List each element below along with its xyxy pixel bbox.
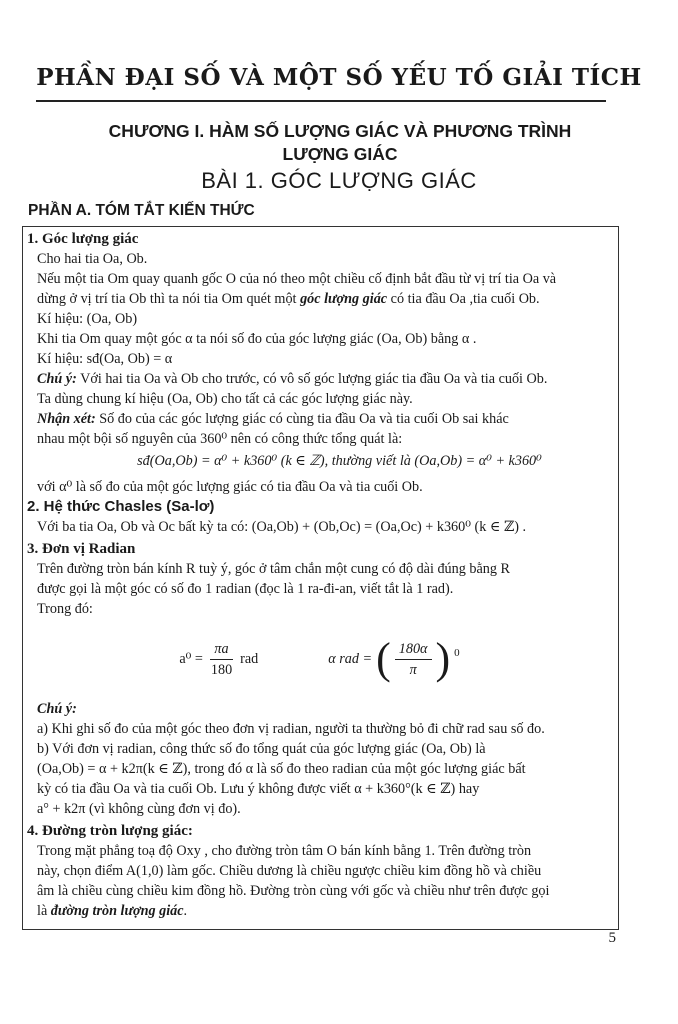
s1-line: dừng ở vị trí tia Ob thì ta nói tia Om quét một góc lượng giác có tia đầu Oa ,tia cuối Ob. [37, 291, 540, 307]
s3-note-label: Chú ý: [37, 701, 77, 717]
s3-note-b: kỳ có tia đầu Oa và tia cuối Ob. Lưu ý không được viết α + k360°(k ∈ ℤ) hay [37, 781, 480, 797]
s4-line: Trong mặt phẳng toạ độ Oxy , cho đường tròn tâm O bán kính bằng 1. Trên đường tròn [37, 843, 532, 859]
header-divider [36, 100, 606, 102]
chapter-line-2: LƯỢNG GIÁC [282, 144, 398, 164]
s4-line: là đường tròn lượng giác. [37, 903, 188, 919]
s3-heading: 3. Đơn vị Radian [27, 541, 136, 557]
s1-line: Kí hiệu: sđ(Oa, Ob) = α [37, 351, 173, 367]
s4-line: âm là chiều cùng chiều kim đồng hồ. Đường tròn cùng với gốc và chiều như trên được gọi [37, 883, 550, 899]
s1-line: Khi tia Om quay một góc α ta nói số đo của góc lượng giác (Oa, Ob) bằng α . [37, 331, 477, 347]
term-goc-luong-giac: góc lượng giác [300, 291, 388, 307]
s3-note-b: (Oa,Ob) = α + k2π(k ∈ ℤ), trong đó α là số đo theo radian của một góc lượng giác bất [37, 761, 526, 777]
s1-line: Ta dùng chung kí hiệu (Oa, Ob) cho tất cả các góc lượng giác này. [37, 391, 413, 407]
s1-remark: Nhận xét: Số đo của các góc lượng giác có cùng tia đầu Oa và tia cuối Ob sai khác [37, 411, 509, 427]
s1-heading: 1. Góc lượng giác [27, 231, 139, 247]
s3-note-b: a° + k2π (vì không cùng đơn vị đo). [37, 801, 241, 817]
s4-line: này, chọn điểm A(1,0) làm gốc. Chiều dương là chiều ngược chiều kim đồng hồ và chiều [37, 863, 542, 879]
s1-line: Nếu một tia Om quay quanh gốc O của nó theo một chiều cố định bắt đầu từ vị trí tia Oa và [37, 271, 557, 287]
degree-to-radian-formula: a⁰ = $\frac{\pi a}{180}$ rad [179, 640, 259, 678]
section-title: PHẦN A. TÓM TẮT KIẾN THỨC [28, 202, 255, 219]
s3-line: Trong đó: [37, 601, 93, 617]
lesson-title: BÀI 1. GÓC LƯỢNG GIÁC [201, 168, 477, 193]
s1-note: Chú ý: Với hai tia Oa và Ob cho trước, có vô số góc lượng giác tia đầu Oa và tia cuối Ob. [37, 371, 548, 387]
s3-note-b: b) Với đơn vị radian, công thức số đo tổng quát của góc lượng giác (Oa, Ob) là [37, 741, 486, 757]
s3-line: được gọi là một góc có số đo 1 radian (đọc là 1 ra-đi-an, viết tắt là 1 rad). [37, 581, 454, 597]
s3-note-a: a) Khi ghi số đo của một góc theo đơn vị radian, người ta thường bỏ đi chữ rad sau số đo. [37, 721, 545, 737]
part-title: PHẦN ĐẠI SỐ VÀ MỘT SỐ YẾU TỐ GIẢI TÍCH [36, 64, 642, 91]
general-formula: sđ(Oa,Ob) = α⁰ + k360⁰ (k ∈ ℤ), thường viết là (Oa,Ob) = α⁰ + k360⁰ [137, 453, 542, 469]
s2-heading: 2. Hệ thức Chasles (Sa-lơ) [27, 498, 215, 515]
radian-to-degree-formula: α rad = ( $\frac{180\alpha}{\pi}$ ) $^0$ [328, 634, 460, 683]
s1-line: với α⁰ là số đo của một góc lượng giác có tia đầu Oa và tia cuối Ob. [37, 479, 423, 495]
summary-content [27, 229, 612, 921]
term-duong-tron-luong-giac: đường tròn lượng giác [50, 903, 184, 919]
s3-line: Trên đường tròn bán kính R tuỳ ý, góc ở tâm chắn một cung có độ dài đúng bằng R [37, 561, 510, 577]
s4-heading: 4. Đường tròn lượng giác: [27, 823, 193, 839]
s1-line: Kí hiệu: (Oa, Ob) [37, 311, 138, 327]
s2-line: Với ba tia Oa, Ob và Oc bất kỳ ta có: (Oa,Ob) + (Ob,Oc) = (Oa,Oc) + k360⁰ (k ∈ ℤ) . [37, 519, 527, 535]
radian-formulas [27, 623, 612, 695]
chapter-line-1: CHƯƠNG I. HÀM SỐ LƯỢNG GIÁC VÀ PHƯƠNG TRÌNH [108, 121, 572, 141]
chapter-title [40, 120, 640, 166]
s1-line: nhau một bội số nguyên của 360⁰ nên có công thức tổng quát là: [37, 431, 403, 447]
page-number: 5 [608, 930, 616, 946]
s1-line: Cho hai tia Oa, Ob. [37, 251, 148, 267]
